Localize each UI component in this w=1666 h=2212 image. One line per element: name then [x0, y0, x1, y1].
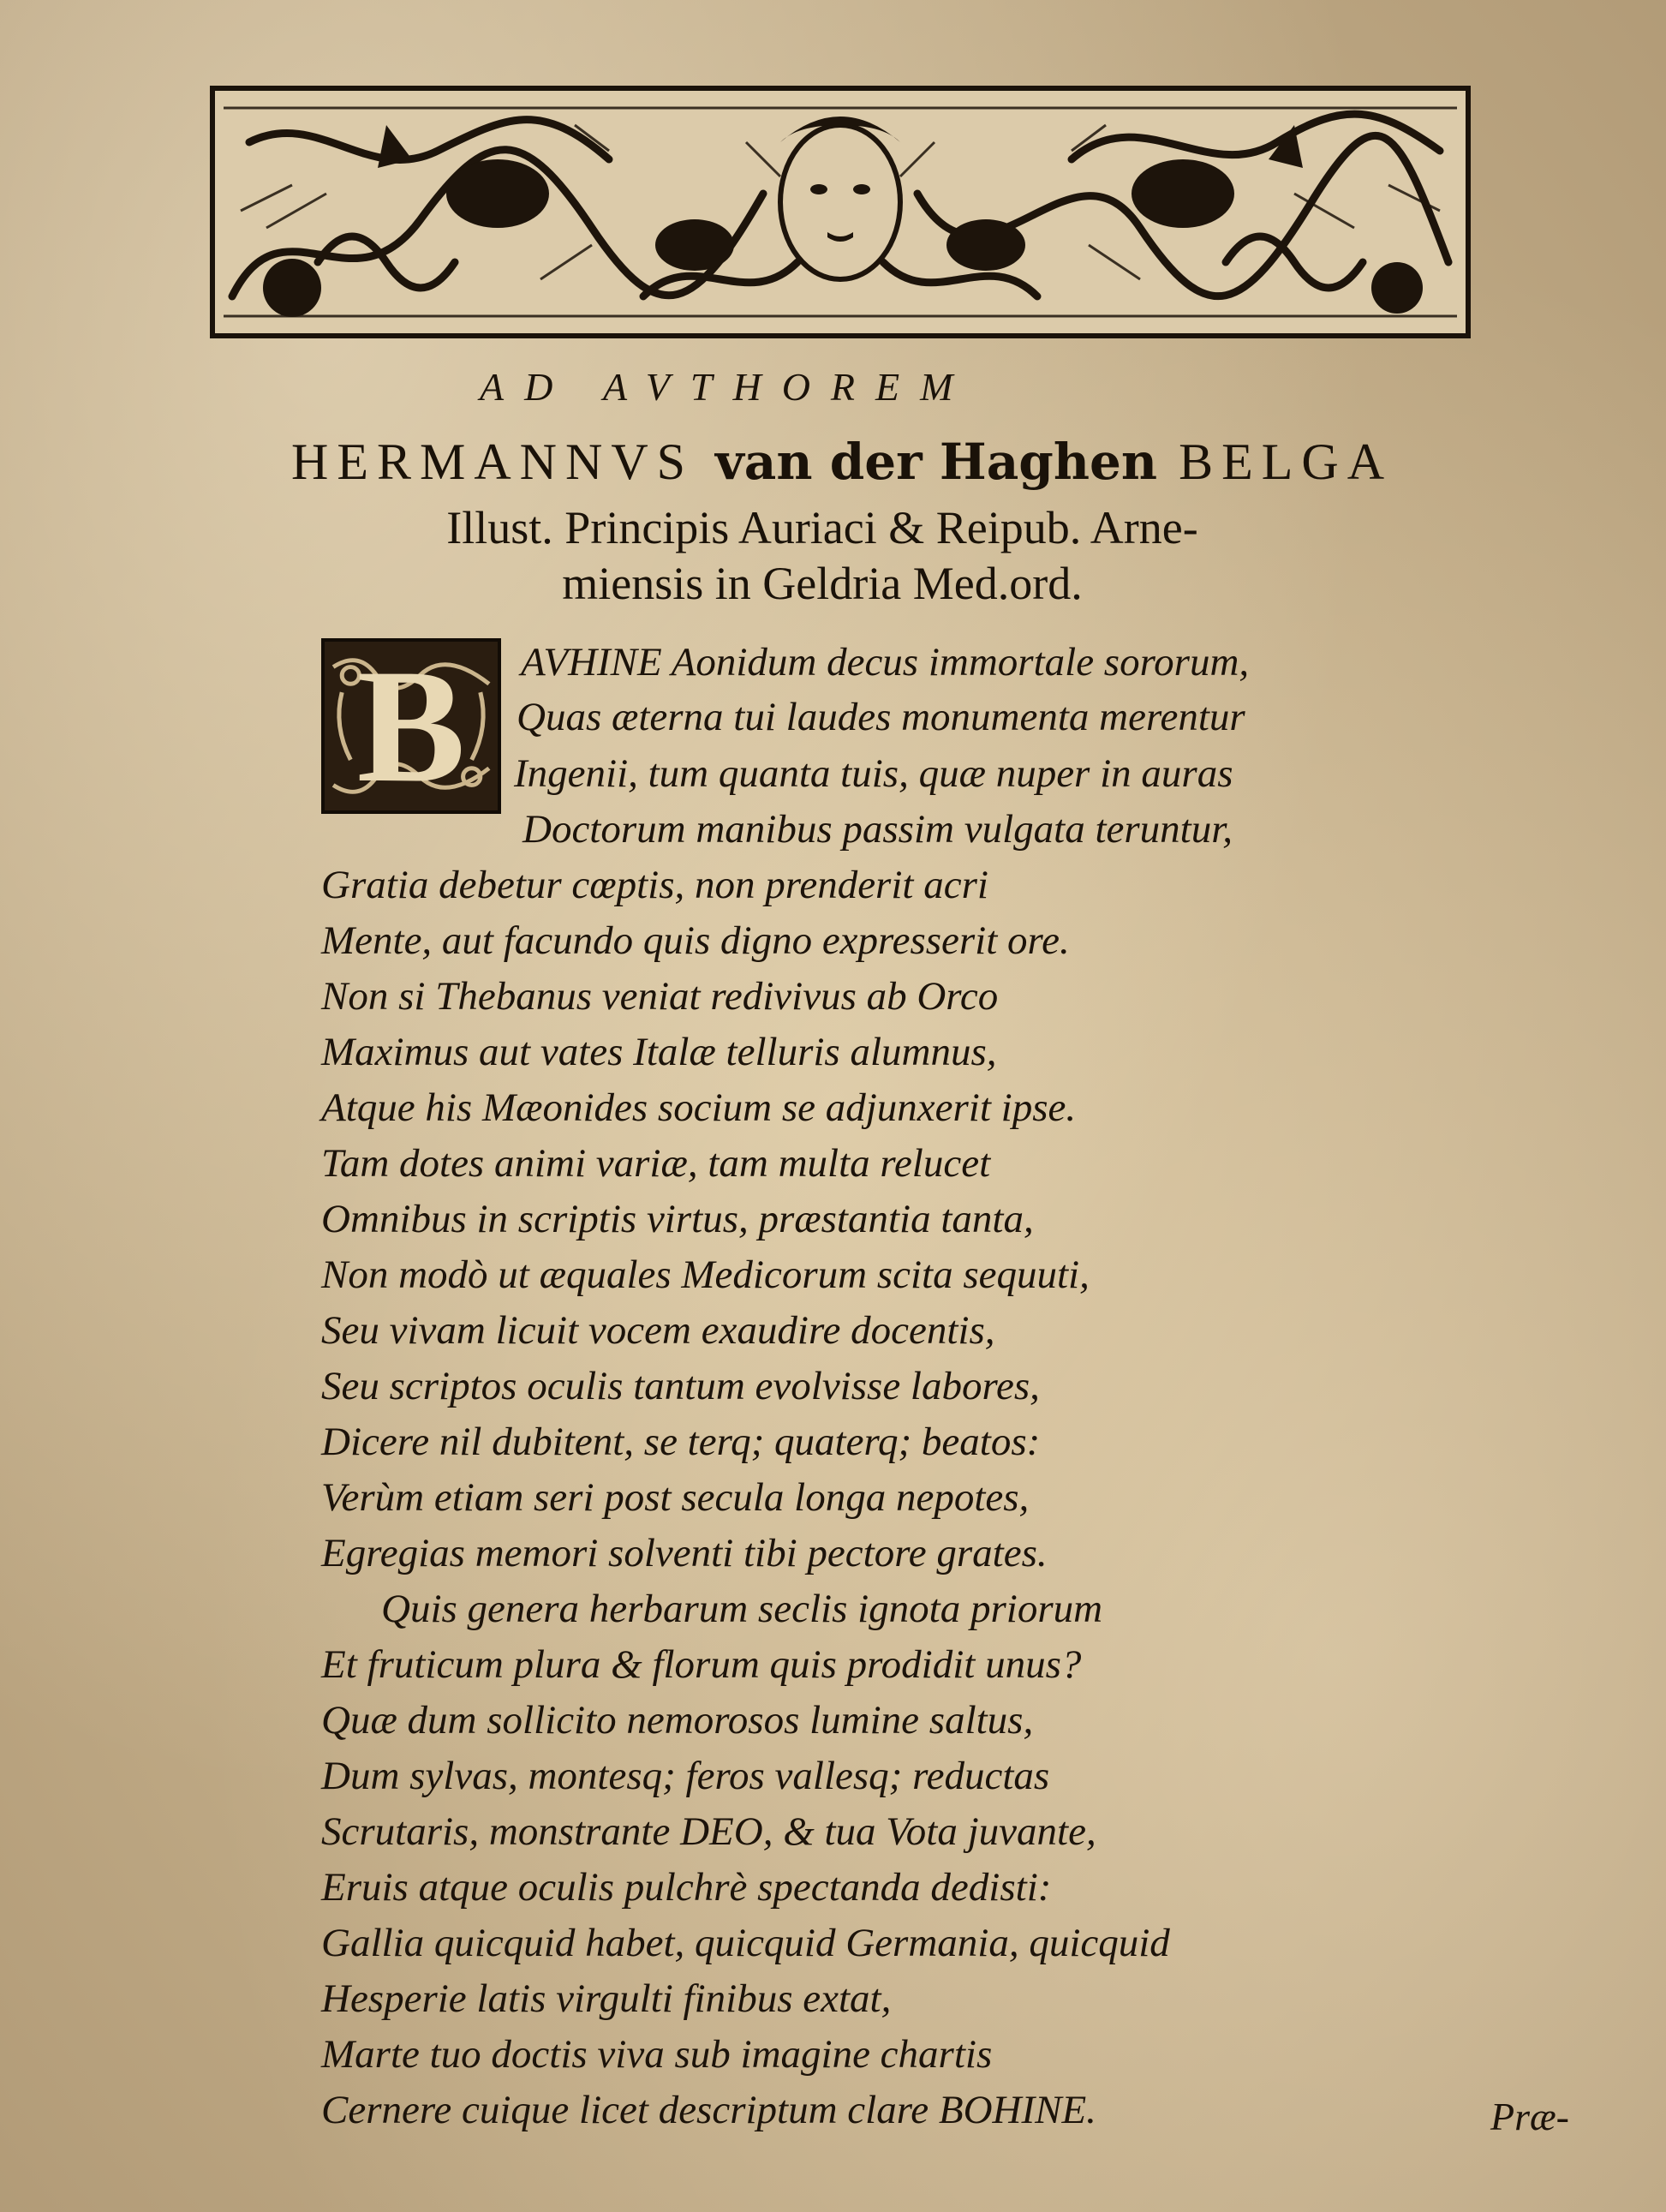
- author-name: [291, 433, 1422, 492]
- verse-line: Eruis atque oculis pulchrè spectanda dedisti:: [321, 1865, 1052, 1910]
- verse-line: Mente, aut facundo quis digno expresserit ore.: [321, 918, 1070, 963]
- verse-line: Gratia debetur cœptis, non prenderit acri: [321, 863, 988, 907]
- verse-line: Non si Thebanus veniat redivivus ab Orco: [321, 974, 999, 1019]
- verse-line: AVHINE Aonidum decus immortale sororum,: [521, 640, 1250, 685]
- verse-line: Non modò ut æquales Medicorum scita sequuti,: [321, 1252, 1090, 1297]
- verse-line: Quas æterna tui laudes monumenta merentur: [517, 695, 1245, 739]
- verse-line: Seu scriptos oculis tantum evolvisse labores,: [321, 1364, 1040, 1408]
- verse-line: Quæ dum sollicito nemorosos lumine saltus,: [321, 1698, 1034, 1743]
- author-title-line: Illust. Principis Auriaci & Reipub. Arne-: [446, 502, 1198, 553]
- verse-line: Dicere nil dubitent, se terq; quaterq; beatos:: [321, 1420, 1041, 1464]
- address-heading: AD AVTHOREM: [480, 365, 974, 409]
- decorated-initial: [321, 638, 501, 814]
- verse-line: Dum sylvas, montesq; feros vallesq; reductas: [321, 1754, 1050, 1798]
- initial-letter: B: [356, 638, 466, 814]
- verse-line: Hesperie latis virgulti finibus extat,: [321, 1976, 892, 2021]
- verse-line: Cernere cuique licet descriptum clare BOHINE.: [321, 2088, 1096, 2132]
- verse-line: Verùm etiam seri post secula longa nepotes,: [321, 1475, 1030, 1520]
- author-name-blackletter: van der Haghen: [715, 433, 1158, 491]
- verse-line: Atque his Mæonides socium se adjunxerit ipse.: [321, 1085, 1077, 1130]
- verse-line: Ingenii, tum quanta tuis, quæ nuper in auras: [514, 751, 1233, 796]
- author-title-line: miensis in Geldria Med.ord.: [562, 558, 1083, 609]
- catchword: Præ-: [1490, 2095, 1569, 2138]
- verse-line: Gallia quicquid habet, quicquid Germania, quicquid: [321, 1921, 1170, 1965]
- author-name-first: HERMANNVS: [291, 433, 695, 490]
- verse-line: Scrutaris, monstrante DEO, & tua Vota juvante,: [321, 1809, 1096, 1854]
- verse-line: Maximus aut vates Italæ telluris alumnus,: [321, 1030, 997, 1074]
- verse-line: Marte tuo doctis viva sub imagine chartis: [321, 2032, 993, 2077]
- verse-line: Tam dotes animi variæ, tam multa relucet: [321, 1141, 991, 1186]
- verse-line: Doctorum manibus passim vulgata teruntur,: [522, 807, 1233, 852]
- woodcut-headpiece: [210, 86, 1471, 338]
- verse-line: Quis genera herbarum seclis ignota priorum: [381, 1587, 1103, 1631]
- verse-line: Omnibus in scriptis virtus, præstantia tanta,: [321, 1197, 1034, 1241]
- verse-line: Et fruticum plura & florum quis prodidit unus?: [321, 1642, 1082, 1687]
- verse-line: Egregias memori solventi tibi pectore grates.: [321, 1531, 1048, 1575]
- foliage-ornament-icon: [215, 91, 1466, 333]
- author-name-last: BELGA: [1179, 433, 1394, 490]
- verse-line: Seu vivam licuit vocem exaudire docentis,: [321, 1308, 995, 1353]
